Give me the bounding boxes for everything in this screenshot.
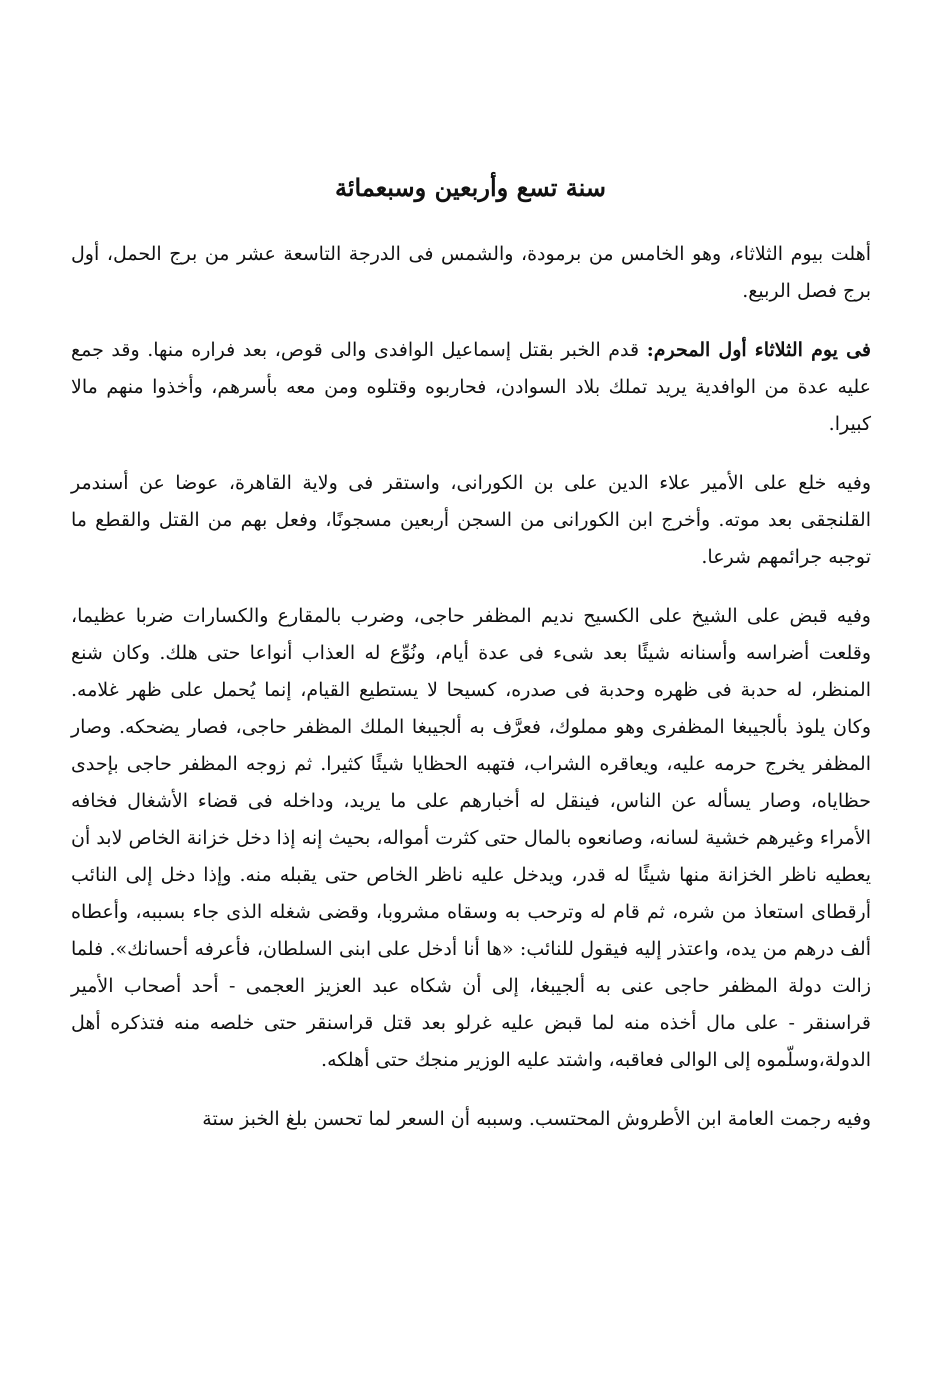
paragraph-muharram: [71, 332, 871, 443]
paragraph-kurani: [71, 465, 871, 576]
paragraph-text: وفيه خلع على الأمير علاء الدين على بن الكورانى، واستقر فى ولاية القاهرة، عوضا عن أسندمر القلنجقى بعد موته. وأخرج ابن الكورانى من السجن أربعين مسجونًا، وفعل بهم من القتل والقطع ما توجبه جرائمهم شرعا.: [71, 472, 871, 568]
paragraph-year-start: [71, 236, 871, 310]
paragraph-text: وفيه رجمت العامة ابن الأطروش المحتسب. وسببه أن السعر لما تحسن بلغ الخبز ستة: [202, 1108, 871, 1130]
paragraph-lead: فى يوم الثلاثاء أول المحرم:: [646, 339, 871, 361]
paragraph-kasih: [71, 598, 871, 1079]
paragraph-text: وفيه قبض على الشيخ على الكسيح نديم المظفر حاجى، وضرب بالمقارع والكسارات ضربا عظيما، وقلعت أضراسه وأسنانه شيئًا بعد شىء فى عدة أيام، ونُوِّع له العذاب أنواعا حتى هلك. وكان شنع المنظر، له حدبة فى ظهره وحدبة فى صدره، كسيحا لا يستطيع القيام، إنما يُحمل على ظهر غلامه. وكان يلوذ بألجيبغا المظفرى وهو مملوك، فعرَّف به ألجيبغا الملك المظفر حاجى، فصار يضحكه. وصار المظفر يخرج حرمه عليه، ويعاقره الشراب، فتهبه الحظايا شيئًا كثيرا. ثم زوجه المظفر حاجى بإحدى حظاياه، وصار يسأله عن الناس، فينقل له أخبارهم على ما يريد، وداخله فى قضاء الأشغال فخافه الأمراء وغيرهم خشية لسانه، وصانعوه بالمال حتى كثرت أمواله، بحيث إنه إذا دخل خزانة الخاص لابد أن يعطيه ناظر الخزانة منها شيئًا له قدر، ويدخل عليه ناظر الخاص حتى يقبله منه. وإذا دخل إلى النائب أرقطاى استعاذ من شره، ثم قام له وترحب به وسقاه مشروبا، وقضى شغله الذى جاء بسببه، وأعطاه ألف درهم من يده، واعتذر إليه فيقول للنائب: «ها أنا أدخل على ابنى السلطان، فأعرفه أحسانك». فلما زالت دولة المظفر حاجى عنى به ألجيبغا، إلى أن شكاه عبد العزيز العجمى - أحد أصحاب الأمير قراسنقر - على مال أخذه منه لما قبض عليه غرلو بعد قتل قراسنقر حتى خلصه منه فتذكره أهل الدولة،وسلّموه إلى الوالى فعاقبه، واشتد عليه الوزير منجك حتى أهلكه.: [71, 605, 871, 1071]
document-body: [71, 236, 871, 1160]
page-title: سنة تسع وأربعين وسبعمائة: [334, 173, 607, 202]
paragraph-muhtasib: [71, 1101, 871, 1138]
paragraph-text: أهلت بيوم الثلاثاء، وهو الخامس من برمودة، والشمس فى الدرجة التاسعة عشر من برج الحمل، أول برج فصل الربيع.: [71, 243, 871, 302]
paragraph-text: قدم الخبر بقتل إسماعيل الوافدى والى قوص، بعد فراره منها. وقد جمع عليه عدة من الوافدية يريد تملك بلاد السوادن، فحاربوه وقتلوه ومن معه بأسرهم، وأخذوا منهم مالا كبيرا.: [71, 339, 871, 435]
